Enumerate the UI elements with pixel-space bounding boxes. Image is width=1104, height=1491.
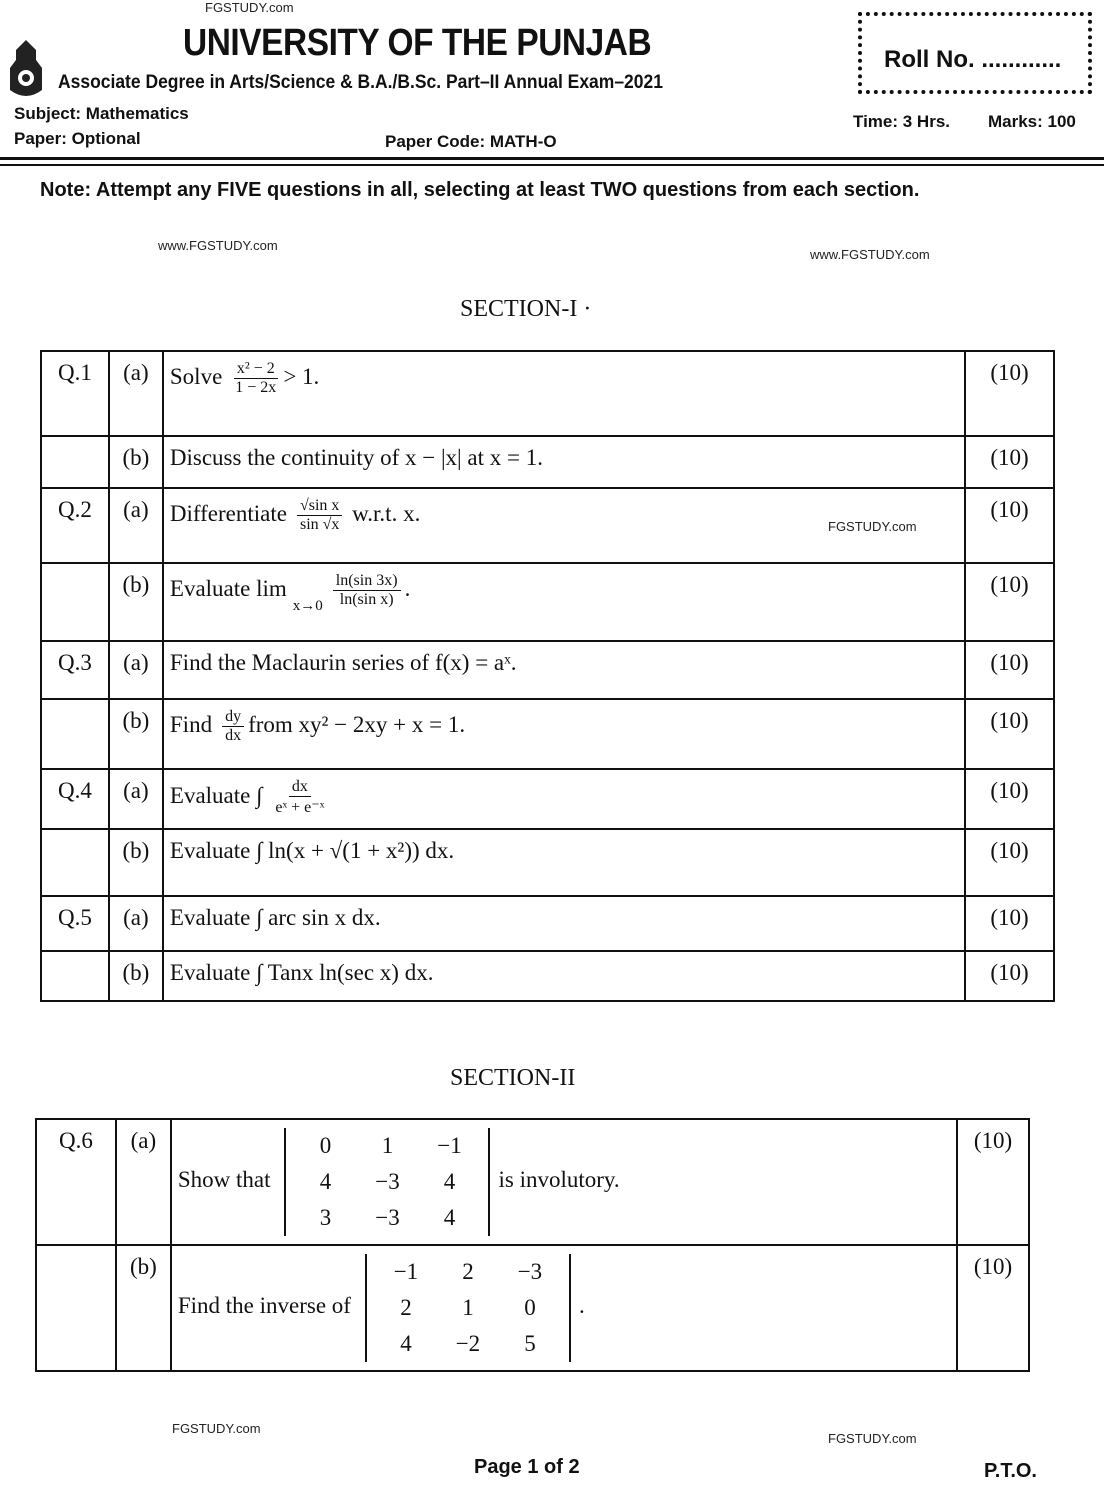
text-segment: x→0	[292, 597, 323, 614]
matrix-row	[294, 1200, 480, 1236]
watermark-text: FGSTUDY.com	[205, 0, 294, 15]
section-2-table	[35, 1118, 1030, 1372]
text-segment: Evaluate ∫ arc sin x dx.	[169, 905, 381, 930]
question-text	[163, 769, 965, 829]
text-segment: .	[404, 575, 411, 601]
question-part: (b)	[109, 829, 163, 896]
question-part: (a)	[109, 769, 163, 829]
watermark-text: FGSTUDY.com	[828, 1431, 917, 1446]
subject-label: Subject: Mathematics	[14, 104, 189, 123]
question-part: (b)	[109, 563, 163, 641]
header-rule	[0, 164, 1104, 166]
header-rule	[0, 157, 1104, 160]
denominator: ln(sin x)	[339, 591, 394, 608]
section-1-table	[40, 350, 1055, 1002]
matrix-cell: 0	[524, 1295, 536, 1320]
text-segment: > 1.	[283, 363, 320, 389]
text-segment: Find the inverse of	[177, 1293, 351, 1319]
matrix	[365, 1254, 571, 1362]
matrix-cell: 5	[524, 1331, 536, 1356]
question-part: (a)	[109, 488, 163, 563]
page-number: Page 1 of 2	[474, 1456, 580, 1478]
exam-title: Associate Degree in Arts/Science & B.A./B.Sc. Part–II Annual Exam–2021	[58, 72, 663, 93]
section-2-title: SECTION-II	[450, 1065, 576, 1091]
matrix-cell: −2	[455, 1331, 481, 1356]
exam-note: Note: Attempt any FIVE questions in all, selecting at least TWO questions from each section.	[40, 179, 920, 201]
denominator: dx	[225, 727, 242, 744]
matrix-cell: 2	[462, 1259, 474, 1284]
watermark-text: FGSTUDY.com	[172, 1421, 261, 1436]
question-row	[41, 829, 1054, 896]
question-marks: (10)	[965, 436, 1054, 488]
matrix-cell: −3	[517, 1259, 543, 1284]
question-number: Q.2	[41, 488, 109, 563]
question-part: (b)	[109, 436, 163, 488]
question-text	[171, 1119, 957, 1245]
text-segment: Find	[169, 711, 213, 737]
matrix-cell: 4	[443, 1205, 456, 1230]
university-crest-logo	[6, 38, 46, 102]
matrix-cell: 0	[319, 1133, 332, 1158]
text-segment: Differentiate	[169, 500, 287, 526]
question-number: Q.4	[41, 769, 109, 829]
text-segment: w.r.t. x.	[346, 500, 421, 526]
question-number	[41, 951, 109, 1001]
question-part: (a)	[109, 351, 163, 436]
question-marks: (10)	[965, 896, 1054, 951]
section-1-title: SECTION-I ·	[460, 296, 592, 322]
question-part: (b)	[109, 699, 163, 769]
matrix	[284, 1128, 490, 1236]
question-text	[163, 641, 965, 699]
question-part: (b)	[109, 951, 163, 1001]
text-segment: Evaluate ∫ Tanx ln(sec x) dx.	[169, 960, 434, 985]
paper-code: Paper Code: MATH-O	[385, 132, 557, 151]
denominator: eˣ + e⁻ˣ	[275, 799, 325, 816]
marks-label: Marks: 100	[988, 112, 1076, 131]
text-segment: Evaluate lim	[169, 575, 287, 601]
pto-label: P.T.O.	[984, 1460, 1037, 1482]
fraction	[232, 360, 279, 397]
text-segment: Solve	[169, 363, 223, 389]
question-marks: (10)	[957, 1119, 1029, 1245]
question-number	[36, 1245, 116, 1371]
question-number: Q.1	[41, 351, 109, 436]
question-row	[41, 488, 1054, 563]
matrix-row	[294, 1128, 480, 1164]
fraction	[272, 778, 327, 817]
watermark-text: www.FGSTUDY.com	[158, 238, 278, 253]
question-number	[41, 699, 109, 769]
text-segment: Evaluate ∫	[169, 782, 263, 808]
question-number	[41, 563, 109, 641]
numerator: ln(sin 3x)	[333, 572, 401, 591]
matrix-cell: 4	[319, 1169, 332, 1194]
matrix-row	[375, 1254, 561, 1290]
question-row	[41, 896, 1054, 951]
text-segment: is involutory.	[498, 1167, 620, 1193]
fraction	[222, 708, 244, 745]
question-row	[41, 351, 1054, 436]
text-segment: Show that	[177, 1167, 271, 1193]
matrix-cell: 2	[400, 1295, 412, 1320]
question-row	[41, 769, 1054, 829]
matrix-cell: −1	[437, 1133, 462, 1158]
question-number: Q.3	[41, 641, 109, 699]
question-text	[163, 699, 965, 769]
denominator: sin √x	[299, 516, 340, 533]
numerator: √sin x	[297, 497, 342, 516]
matrix-row	[294, 1164, 480, 1200]
text-segment: Find the Maclaurin series of f(x) = aˣ.	[169, 650, 517, 675]
question-number	[41, 436, 109, 488]
question-number: Q.5	[41, 896, 109, 951]
question-marks: (10)	[965, 563, 1054, 641]
question-text	[163, 563, 965, 641]
question-row	[41, 641, 1054, 699]
numerator: dy	[222, 708, 244, 727]
paper-label: Paper: Optional	[14, 129, 141, 148]
watermark-text: www.FGSTUDY.com	[810, 247, 930, 262]
question-marks: (10)	[957, 1245, 1029, 1371]
fraction	[333, 572, 401, 609]
question-row	[41, 563, 1054, 641]
watermark-text: FGSTUDY.com	[828, 519, 917, 534]
roll-number-box: Roll No. ............	[858, 12, 1092, 94]
question-marks: (10)	[965, 829, 1054, 896]
matrix-cell: −3	[375, 1169, 400, 1194]
numerator: x² − 2	[234, 360, 278, 379]
numerator: dx	[289, 778, 311, 797]
denominator: 1 − 2x	[235, 379, 277, 396]
fraction	[297, 497, 342, 534]
matrix-cell: 4	[400, 1331, 412, 1356]
question-part: (a)	[116, 1119, 171, 1245]
question-text	[163, 829, 965, 896]
question-number	[41, 829, 109, 896]
question-text	[163, 351, 965, 436]
question-row	[41, 436, 1054, 488]
text-segment: Discuss the continuity of x − |x| at x = 1.	[169, 445, 543, 470]
question-part: (a)	[109, 641, 163, 699]
matrix-cell: 4	[443, 1169, 456, 1194]
question-text	[163, 896, 965, 951]
question-text	[163, 488, 965, 563]
matrix-cell: 1	[381, 1133, 394, 1158]
question-marks: (10)	[965, 351, 1054, 436]
text-segment: from xy² − 2xy + x = 1.	[248, 711, 466, 737]
question-marks: (10)	[965, 641, 1054, 699]
question-text	[171, 1245, 957, 1371]
question-text	[163, 951, 965, 1001]
question-part: (a)	[109, 896, 163, 951]
matrix-row	[375, 1290, 561, 1326]
matrix-cell: 3	[319, 1205, 332, 1230]
question-text	[163, 436, 965, 488]
question-row	[36, 1119, 1029, 1245]
matrix-row	[375, 1326, 561, 1362]
time-label: Time: 3 Hrs.	[853, 112, 951, 131]
university-title: UNIVERSITY OF THE PUNJAB	[183, 22, 652, 64]
matrix-cell: −3	[375, 1205, 400, 1230]
text-segment: .	[578, 1293, 585, 1319]
question-marks: (10)	[965, 488, 1054, 563]
text-segment: Evaluate ∫ ln(x + √(1 + x²)) dx.	[169, 838, 455, 863]
question-part: (b)	[116, 1245, 171, 1371]
question-marks: (10)	[965, 699, 1054, 769]
question-row	[36, 1245, 1029, 1371]
question-row	[41, 951, 1054, 1001]
question-marks: (10)	[965, 769, 1054, 829]
matrix-cell: 1	[462, 1295, 474, 1320]
question-number: Q.6	[36, 1119, 116, 1245]
matrix-cell: −1	[393, 1259, 419, 1284]
question-marks: (10)	[965, 951, 1054, 1001]
question-row	[41, 699, 1054, 769]
